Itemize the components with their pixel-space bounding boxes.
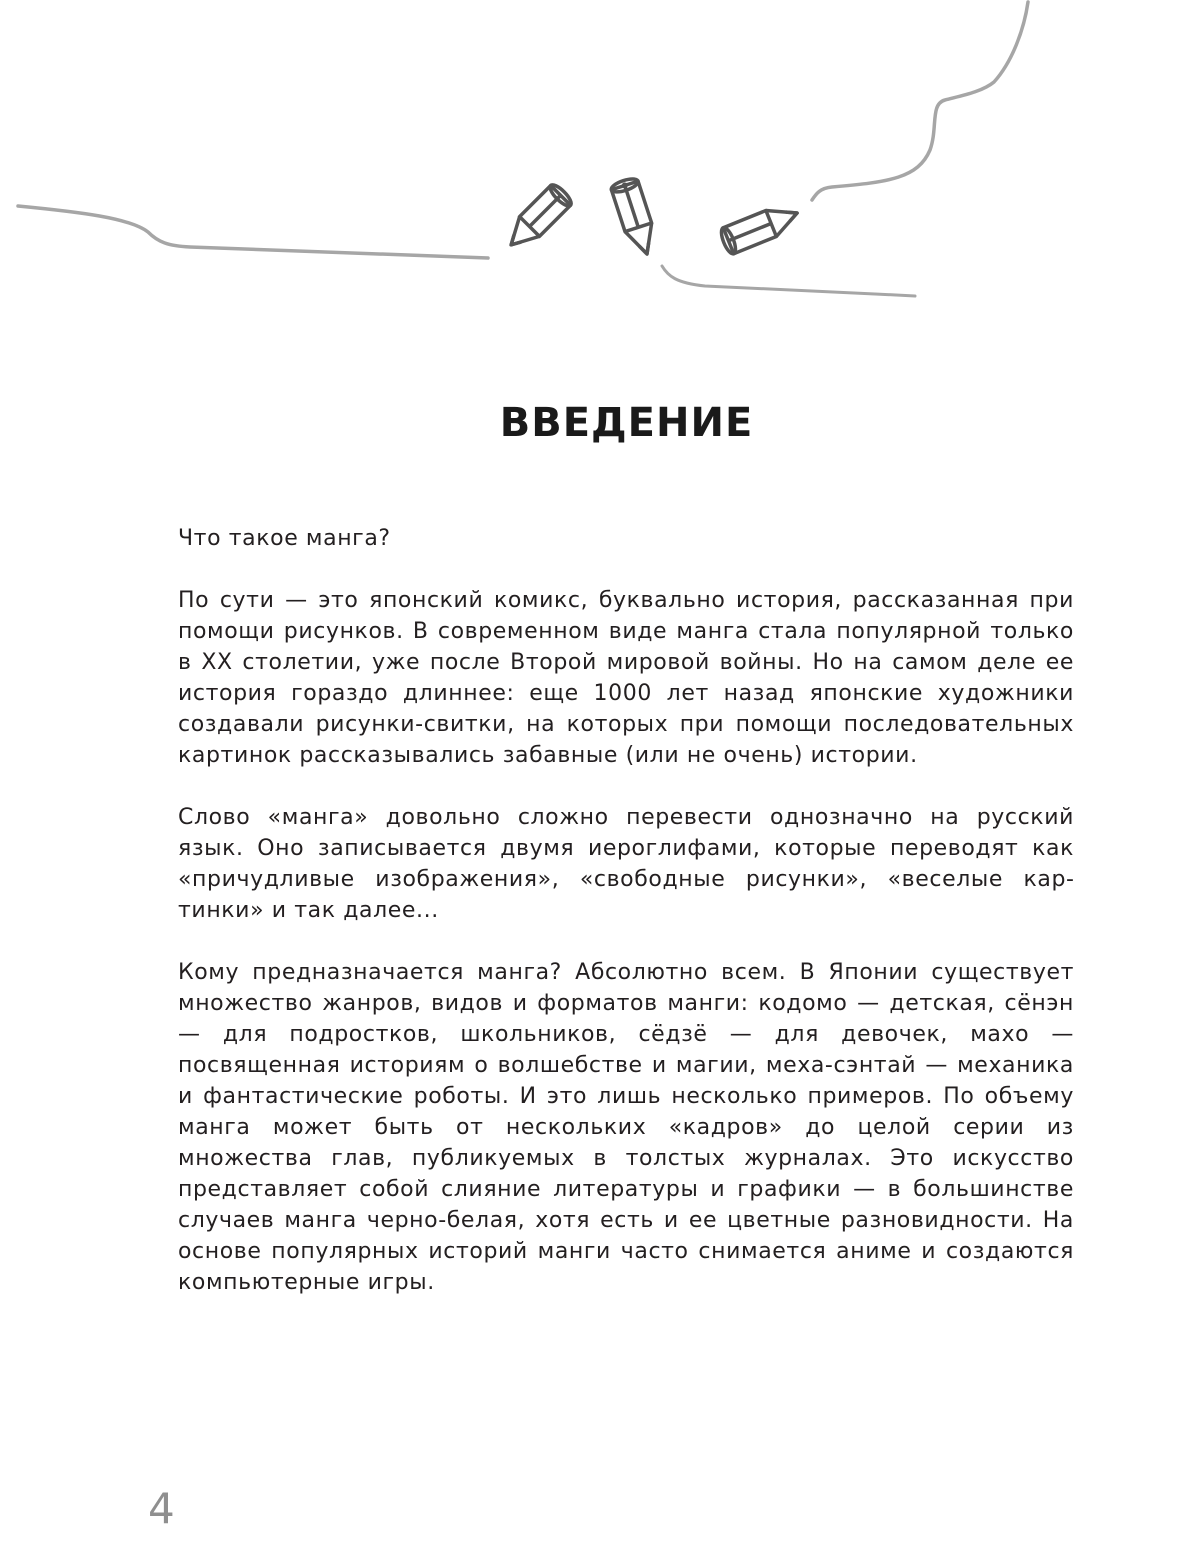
paragraph: Слово «манга» довольно сложно перевести однозначно на русский язык. Оно записывается двумя иероглифами, которые переводят как «причудливые изображения», «свободные рисунки», «веселые картинки» и так далее... — [178, 805, 1074, 923]
page-title: ВВЕДЕНИЕ — [499, 400, 754, 446]
swoosh-top — [812, 2, 1028, 200]
paragraph: Кому предназначается манга? Абсолютно всем. В Японии существует множество жанров, видов и форматов манги: кодомо — детская, сёнэн — для подростков, школьников, сёдзё — для девочек, махо — посвященная историям о волшебстве и магии, меха-сэнтай — механика и фантастические роботы. И это лишь несколько примеров. По объему манга может быть от нескольких «кадров» до целой серии из множества глав, публикуемых в толстых журналах. Это искусство представляет собой слияние литературы и графики — в большинстве случаев манга черно-белая, хотя есть и ее цветные разновидности. На основе популярных историй манги часто снимается аниме и создаются компьютерные игры. — [178, 960, 1074, 1295]
page-number: 4 — [148, 1484, 175, 1533]
pencil-icon — [719, 200, 803, 256]
intro-question: Что такое манга? — [178, 526, 391, 551]
body-text — [178, 523, 1074, 1329]
swoosh-left — [18, 206, 488, 258]
pencil-icon — [501, 182, 574, 255]
paragraph: По сути — это японский комикс, буквально история, рассказанная при помощи рисунков. В современном виде манга стала популярной только в XX столетии, уже после Второй мировой войны. Но на самом деле ее история гораздо длиннее: еще 1000 лет назад японские художники создавали рисунки-свитки, на которых при помощи последовательных картинок рассказывались забавные (или не очень) истории. — [178, 588, 1074, 768]
header-decoration — [0, 0, 1193, 310]
swoosh-right — [662, 266, 915, 296]
pencil-icon — [610, 176, 660, 258]
